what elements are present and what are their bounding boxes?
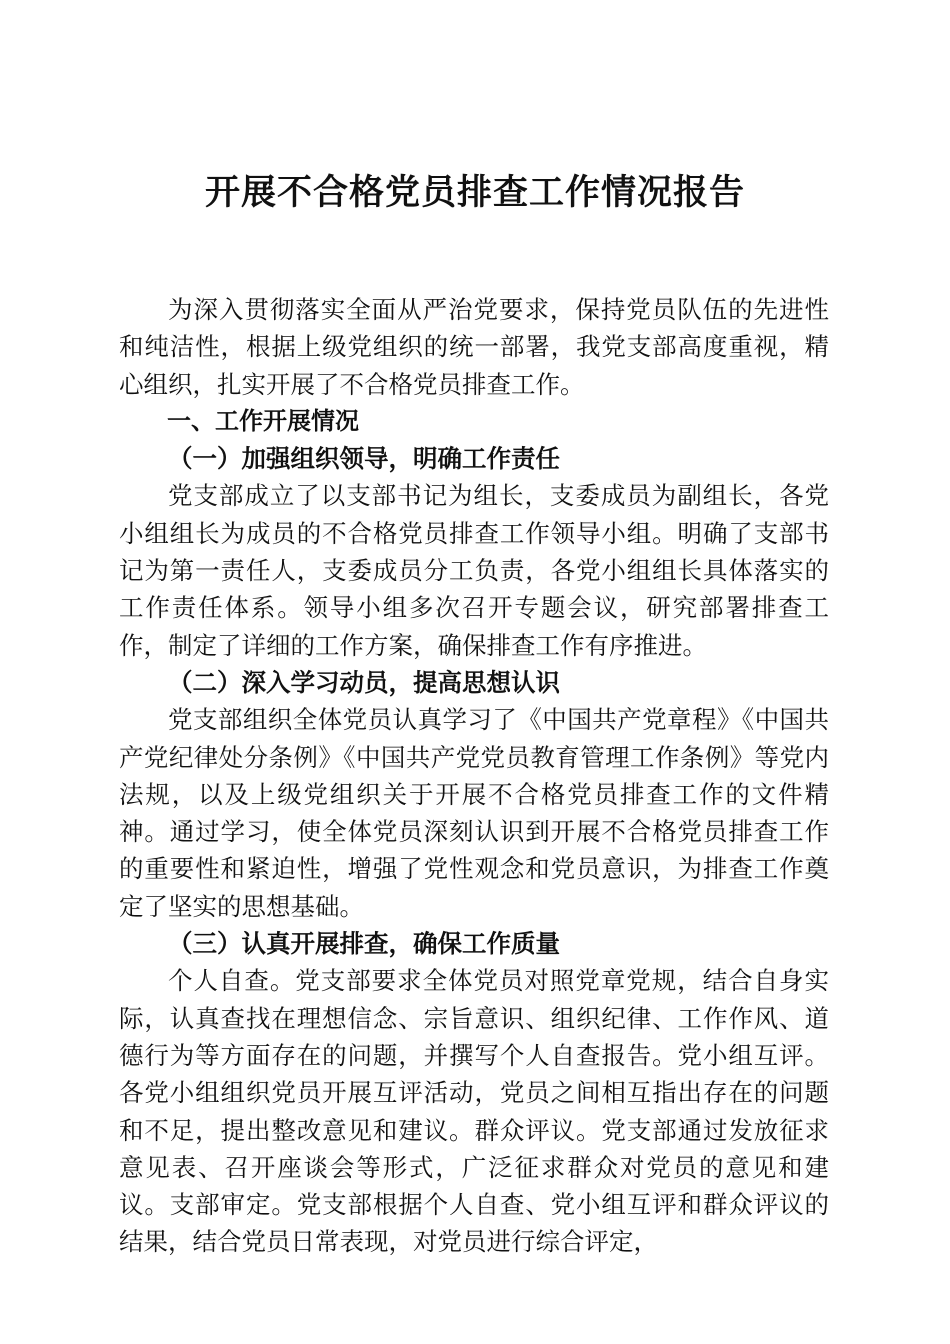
subsection-paragraph-3: 个人自查。党支部要求全体党员对照党章党规，结合自身实际，认真查找在理想信念、宗旨意识、组织纪律、工作作风、道德行为等方面存在的问题，并撰写个人自查报告。党小组互评。各党小组组织党员开展互评活动，党员之间相互指出存在的问题和不足，提出整改意见和建议。群众评议。党支部通过发放征求意见表、召开座谈会等形式，广泛征求群众对党员的意见和建议。支部审定。党支部根据个人自查、党小组互评和群众评议的结果，结合党员日常表现，对党员进行综合评定，: [119, 966, 829, 1257]
page-title: 开展不合格党员排查工作情况报告: [204, 172, 745, 213]
section-heading-1: 一、工作开展情况: [167, 406, 359, 435]
subsection-paragraph-2: 党支部组织全体党员认真学习了《中国共产党章程》《中国共产党纪律处分条例》《中国共产党党员教育管理工作条例》等党内法规，以及上级党组织关于开展不合格党员排查工作的文件精神。通过学习，使全体党员深刻认识到开展不合格党员排查工作的重要性和紧迫性，增强了党性观念和党员意识，为排查工作奠定了坚实的思想基础。: [119, 705, 829, 921]
subsection-paragraph-1: 党支部成立了以支部书记为组长，支委成员为副组长，各党小组组长为成员的不合格党员排查工作领导小组。明确了支部书记为第一责任人，支委成员分工负责，各党小组组长具体落实的工作责任体系。领导小组多次召开专题会议，研究部署排查工作，制定了详细的工作方案，确保排查工作有序推进。: [119, 481, 829, 660]
subsection-heading-1: （一）加强组织领导，明确工作责任: [168, 444, 560, 474]
subsection-heading-2: （二）深入学习动员，提高思想认识: [168, 667, 560, 697]
subsection-heading-3: （三）认真开展排查，确保工作质量: [168, 929, 560, 959]
document-body: [119, 291, 829, 1261]
intro-paragraph: 为深入贯彻落实全面从严治党要求，保持党员队伍的先进性和纯洁性，根据上级党组织的统一部署，我党支部高度重视，精心组织，扎实开展了不合格党员排查工作。: [119, 295, 829, 399]
